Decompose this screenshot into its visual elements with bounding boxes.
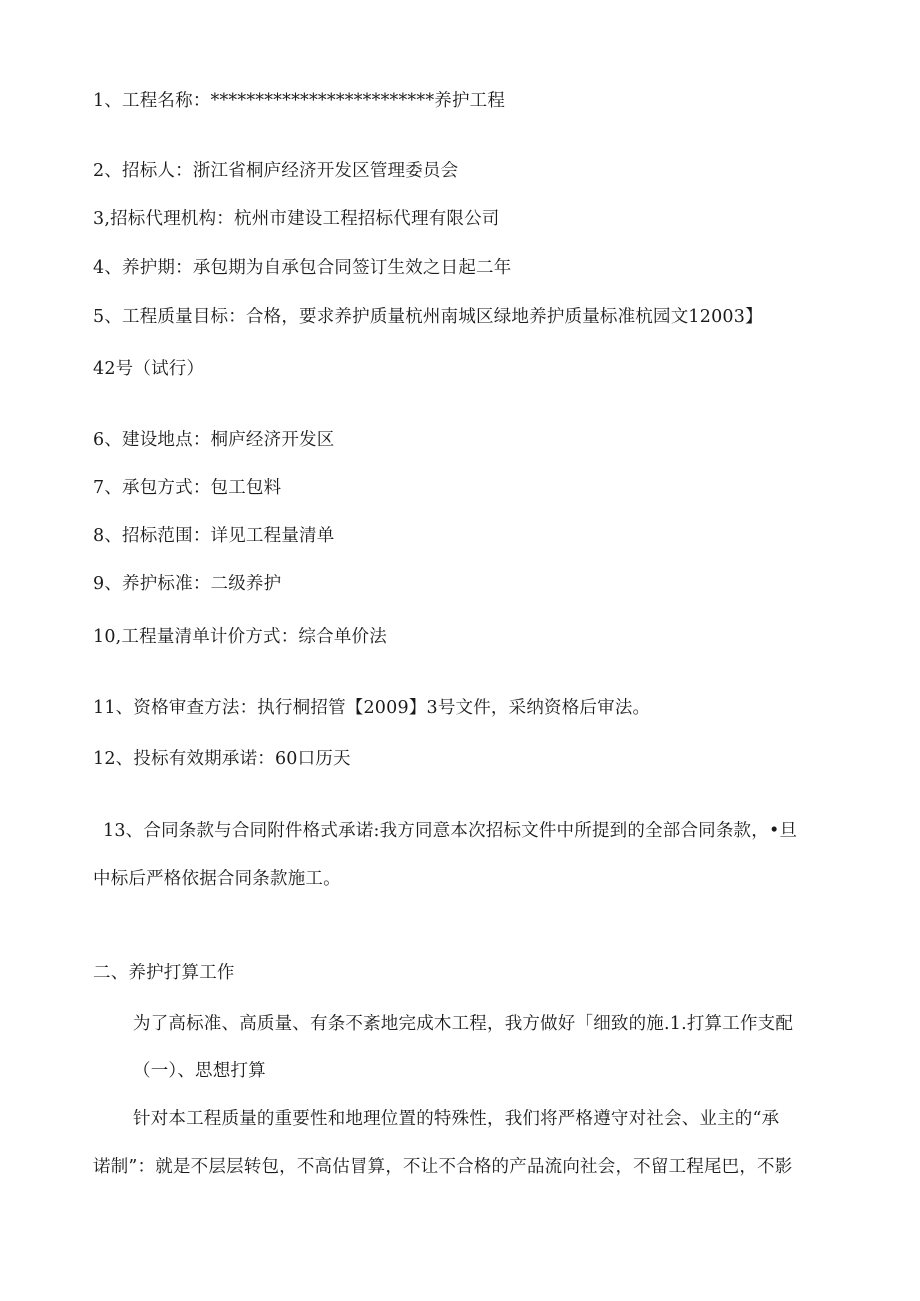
item-contract-terms: 13、合同条款与合同附件格式承诺:我方同意本次招标文件中所提到的全部合同条款，•旦 <box>103 821 798 841</box>
item-quality-target: 5、工程质量目标：合格，要求养护质量杭州南城区绿地养护质量标准杭园文12003】 <box>93 307 763 327</box>
item-maintenance-period: 4、养护期：承包期为自承包合同签订生效之日起二年 <box>93 258 512 278</box>
item-bid-validity: 12、投标有效期承诺：60口历天 <box>93 749 351 769</box>
item-quality-target-cont: 42号（试行） <box>93 359 205 379</box>
body-paragraph-line-1: 针对本工程质量的重要性和地理位置的特殊性，我们将严格遵守对社会、业主的“承 <box>133 1109 780 1129</box>
subsection-heading: （一）、思想打算 <box>133 1061 266 1081</box>
item-construction-site: 6、建设地点：桐庐经济开发区 <box>93 430 335 450</box>
item-qualification-review: 11、资格审查方法：执行桐招管【2009】3号文件，采纳资格后审法。 <box>93 698 651 718</box>
item-maintenance-standard: 9、养护标准：二级养护 <box>93 574 282 594</box>
item-pricing-method: 10,工程量清单计价方式：综合单价法 <box>93 627 387 647</box>
item-tender-agency: 3,招标代理机构：杭州市建设工程招标代理有限公司 <box>93 209 500 229</box>
body-paragraph-line-2: 诺制”：就是不层层转包，不高估冒算，不让不合格的产品流向社会，不留工程尾巴，不影 <box>93 1157 793 1177</box>
section-heading: 二、养护打算工作 <box>93 963 235 983</box>
item-contract-method: 7、承包方式：包工包料 <box>93 478 282 498</box>
intro-paragraph: 为了高标准、高质量、有条不紊地完成木工程，我方做好「细致的施.1.打算工作支配 <box>133 1014 794 1034</box>
item-project-name: 1、工程名称：*************************养护工程 <box>93 91 506 111</box>
item-tender-scope: 8、招标范围：详见工程量清单 <box>93 526 335 546</box>
item-tenderer: 2、招标人：浙江省桐庐经济开发区管理委员会 <box>93 161 459 181</box>
item-contract-terms-cont: 中标后严格依据合同条款施工。 <box>93 869 341 889</box>
